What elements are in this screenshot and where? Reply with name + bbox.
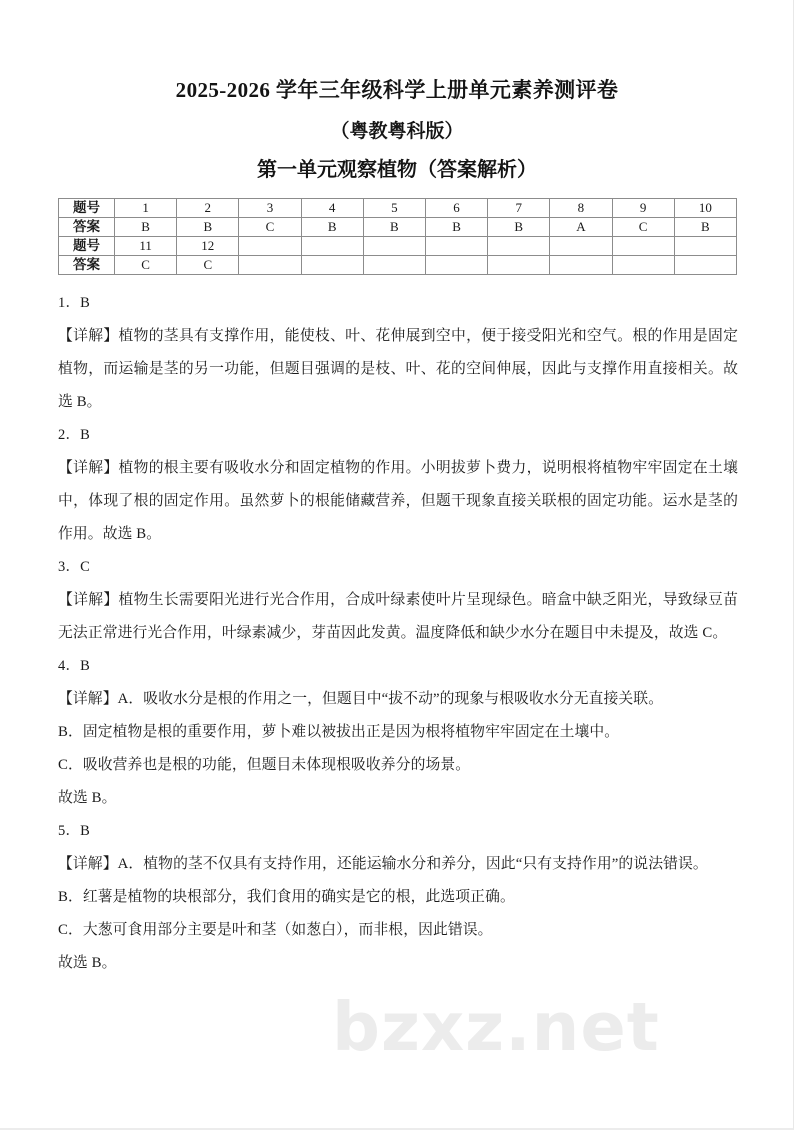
cell-question-3: 3 xyxy=(239,199,301,218)
explanation-item-1 xyxy=(58,287,738,419)
site-watermark: bzxz.net xyxy=(332,988,660,1066)
cell-answer-empty-7 xyxy=(488,256,550,275)
cell-answer-2: B xyxy=(177,218,239,237)
explanation-paragraph-4-2: B．固定植物是根的重要作用，萝卜难以被拔出正是因为根将植物牢牢固定在土壤中。 xyxy=(58,724,620,740)
cell-answer-11: C xyxy=(115,256,177,275)
cell-question-12: 12 xyxy=(177,237,239,256)
answer-key-table xyxy=(58,198,737,275)
cell-answer-4: B xyxy=(301,218,363,237)
table-row xyxy=(59,256,737,275)
row-header-question-1: 题号 xyxy=(59,199,115,218)
cell-answer-empty-10 xyxy=(674,256,736,275)
cell-answer-9: C xyxy=(612,218,674,237)
cell-question-4: 4 xyxy=(301,199,363,218)
cell-question-empty-6 xyxy=(425,237,487,256)
cell-question-empty-9 xyxy=(612,237,674,256)
explanations-section xyxy=(58,287,738,980)
cell-question-8: 8 xyxy=(550,199,612,218)
explanation-paragraph-3-1: 【详解】植物生长需要阳光进行光合作用，合成叶绿素使叶片呈现绿色。暗盒中缺乏阳光，导致绿豆苗无法正常进行光合作用，叶绿素减少，芽苗因此发黄。温度降低和缺少水分在题目中未提及，故选 C。 xyxy=(58,592,738,641)
row-header-answer-2: 答案 xyxy=(59,256,115,275)
cell-question-empty-4 xyxy=(301,237,363,256)
cell-answer-empty-8 xyxy=(550,256,612,275)
cell-question-empty-8 xyxy=(550,237,612,256)
explanation-paragraph-5-1: 【详解】A．植物的茎不仅具有支持作用，还能运输水分和养分，因此“只有支持作用”的说法错误。 xyxy=(58,856,708,872)
cell-question-7: 7 xyxy=(488,199,550,218)
explanation-paragraph-5-4: 故选 B。 xyxy=(58,955,117,971)
row-header-question-2: 题号 xyxy=(59,237,115,256)
explanation-heading-4: 4．B xyxy=(58,658,91,674)
cell-question-1: 1 xyxy=(115,199,177,218)
explanation-paragraph-5-2: B．红薯是植物的块根部分，我们食用的确实是它的根，此选项正确。 xyxy=(58,889,515,905)
cell-question-11: 11 xyxy=(115,237,177,256)
cell-answer-6: B xyxy=(425,218,487,237)
explanation-paragraph-4-3: C．吸收营养也是根的功能，但题目未体现根吸收养分的场景。 xyxy=(58,757,471,773)
page-title: 2025-2026 学年三年级科学上册单元素养测评卷 xyxy=(175,78,619,102)
explanation-paragraph-4-1: 【详解】A．吸收水分是根的作用之一，但题目中“拔不动”的现象与根吸收水分无直接关联。 xyxy=(58,691,664,707)
explanation-heading-3: 3．C xyxy=(58,559,91,575)
cell-answer-8: A xyxy=(550,218,612,237)
row-header-answer-1: 答案 xyxy=(59,218,115,237)
explanation-item-4 xyxy=(58,650,738,815)
cell-answer-empty-6 xyxy=(425,256,487,275)
table-row xyxy=(59,199,737,218)
cell-answer-12: C xyxy=(177,256,239,275)
page-subtitle-unit: 第一单元观察植物（答案解析） xyxy=(257,157,537,181)
cell-answer-1: B xyxy=(115,218,177,237)
explanation-heading-5: 5．B xyxy=(58,823,91,839)
table-row xyxy=(59,237,737,256)
explanation-paragraph-2-1: 【详解】植物的根主要有吸收水分和固定植物的作用。小明拔萝卜费力，说明根将植物牢牢固定在土壤中，体现了根的固定作用。虽然萝卜的根能储藏营养，但题干现象直接关联根的固定功能。运水是茎的作用。故选 B。 xyxy=(58,460,738,542)
cell-question-empty-3 xyxy=(239,237,301,256)
cell-question-5: 5 xyxy=(363,199,425,218)
answer-key-table-wrapper xyxy=(58,198,737,275)
document-title-block xyxy=(0,74,794,184)
cell-answer-empty-3 xyxy=(239,256,301,275)
cell-question-9: 9 xyxy=(612,199,674,218)
cell-question-2: 2 xyxy=(177,199,239,218)
page-subtitle-edition: （粤教粤科版） xyxy=(330,120,464,142)
explanation-heading-1: 1．B xyxy=(58,295,91,311)
cell-question-empty-7 xyxy=(488,237,550,256)
cell-answer-10: B xyxy=(674,218,736,237)
cell-question-empty-5 xyxy=(363,237,425,256)
cell-question-6: 6 xyxy=(425,199,487,218)
explanation-paragraph-4-4: 故选 B。 xyxy=(58,790,117,806)
table-row xyxy=(59,218,737,237)
explanation-paragraph-5-3: C．大葱可食用部分主要是叶和茎（如葱白），而非根，因此错误。 xyxy=(58,922,493,938)
cell-answer-empty-5 xyxy=(363,256,425,275)
cell-answer-7: B xyxy=(488,218,550,237)
cell-answer-empty-9 xyxy=(612,256,674,275)
cell-question-10: 10 xyxy=(674,199,736,218)
explanation-paragraph-1-1: 【详解】植物的茎具有支撑作用，能使枝、叶、花伸展到空中，便于接受阳光和空气。根的作用是固定植物，而运输是茎的另一功能，但题目强调的是枝、叶、花的空间伸展，因此与支撑作用直接相关。故选 B。 xyxy=(58,328,738,410)
explanation-heading-2: 2．B xyxy=(58,427,91,443)
cell-answer-5: B xyxy=(363,218,425,237)
cell-question-empty-10 xyxy=(674,237,736,256)
explanation-item-5 xyxy=(58,815,738,980)
cell-answer-3: C xyxy=(239,218,301,237)
explanation-item-3 xyxy=(58,551,738,650)
explanation-item-2 xyxy=(58,419,738,551)
cell-answer-empty-4 xyxy=(301,256,363,275)
